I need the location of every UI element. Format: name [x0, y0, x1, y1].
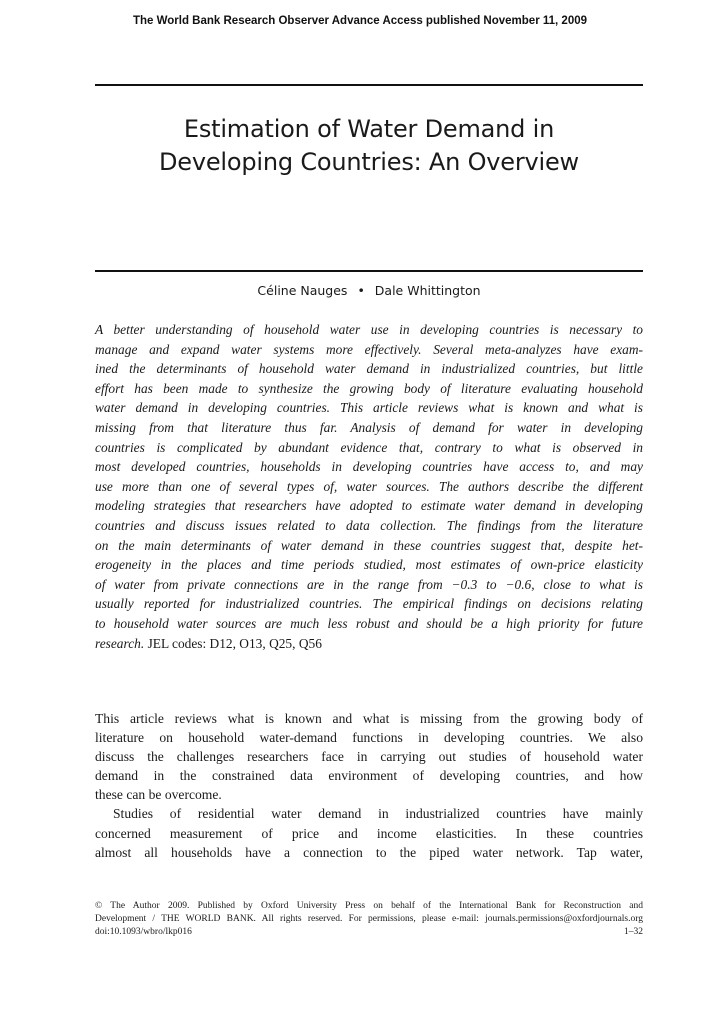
- author-rule: [95, 270, 643, 272]
- body-line: demand in the constrained data environment of developing countries, and how: [95, 768, 643, 784]
- body-line: almost all households have a connection to the piped water network. Tap water,: [95, 844, 643, 860]
- abstract: [95, 320, 643, 653]
- footnote-row: [95, 926, 643, 939]
- abstract-line: of water from private connections are in the range from −0.3 to −0.6, close to what is: [95, 576, 643, 592]
- footnote-line: © The Author 2009. Published by Oxford University Press on behalf of the International Bank for Reconstruction and: [95, 901, 643, 911]
- abstract-line: erogeneity in the places and time periods studied, most estimates of own-price elasticity: [95, 557, 643, 573]
- author-name: Dale Whittington: [374, 283, 481, 298]
- doi: doi:10.1093/wbro/lkp016: [95, 927, 192, 937]
- author-separator: •: [357, 283, 365, 298]
- body-line: these can be overcome.: [95, 787, 222, 803]
- abstract-line: to household water sources are much less robust and should be a high priority for future: [95, 615, 643, 631]
- abstract-line: missing from that literature thus far. Analysis of demand for water in developing: [95, 419, 643, 435]
- abstract-line: most developed countries, households in developing countries have access to, and may: [95, 459, 643, 475]
- author-list: [95, 283, 643, 298]
- jel-codes: JEL codes: D12, O13, Q25, Q56: [147, 635, 322, 651]
- abstract-last-line: [95, 634, 643, 654]
- abstract-line: use more than one of several types of, water sources. The authors describe the different: [95, 478, 643, 494]
- page-range: 1–32: [624, 927, 643, 937]
- article-title: [95, 113, 643, 179]
- copyright-footnote: [95, 900, 643, 939]
- title-line: Estimation of Water Demand in: [183, 115, 555, 143]
- top-rule: [95, 84, 643, 86]
- abstract-line: water demand in developing countries. This article reviews what is known and what is: [95, 400, 643, 416]
- body-line: discuss the challenges researchers face in carrying out studies of household water: [95, 749, 643, 765]
- body-line: concerned measurement of price and income elasticities. In these countries: [95, 825, 643, 841]
- abstract-line: ined the determinants of household water demand in industrialized countries, but little: [95, 361, 643, 377]
- abstract-line: usually reported for industrialized countries. The empirical findings on decisions relating: [95, 596, 643, 612]
- abstract-line: manage and expand water systems more effectively. Several meta-analyzes have exam-: [95, 341, 643, 357]
- footnote-line: Development / THE WORLD BANK. All rights reserved. For permissions, please e-mail: journals.permissions@oxfordjournals.org: [95, 914, 643, 924]
- abstract-line: on the main determinants of water demand in these countries suggest that, despite het-: [95, 537, 643, 553]
- abstract-line: modeling strategies that researchers have adopted to estimate water demand in developing: [95, 498, 643, 514]
- journal-banner: The World Bank Research Observer Advance Access published November 11, 2009: [132, 15, 588, 27]
- author-name: Céline Nauges: [257, 283, 348, 298]
- body-line: Studies of residential water demand in industrialized countries have mainly: [113, 806, 643, 822]
- title-line: Developing Countries: An Overview: [159, 148, 579, 176]
- body-line: This article reviews what is known and what is missing from the growing body of: [95, 711, 643, 726]
- abstract-line: countries is complicated by abundant evidence that, contrary to what is observed in: [95, 439, 643, 455]
- body-line: literature on household water-demand functions in developing countries. We also: [95, 730, 643, 746]
- abstract-line-end: research.: [95, 635, 145, 651]
- body-text: [95, 709, 643, 862]
- abstract-line: countries and discuss issues related to data collection. The findings from the literature: [95, 517, 643, 533]
- abstract-line: effort has been made to synthesize the growing body of literature evaluating household: [95, 380, 643, 396]
- abstract-line: A better understanding of household water use in developing countries is necessary to: [95, 322, 643, 337]
